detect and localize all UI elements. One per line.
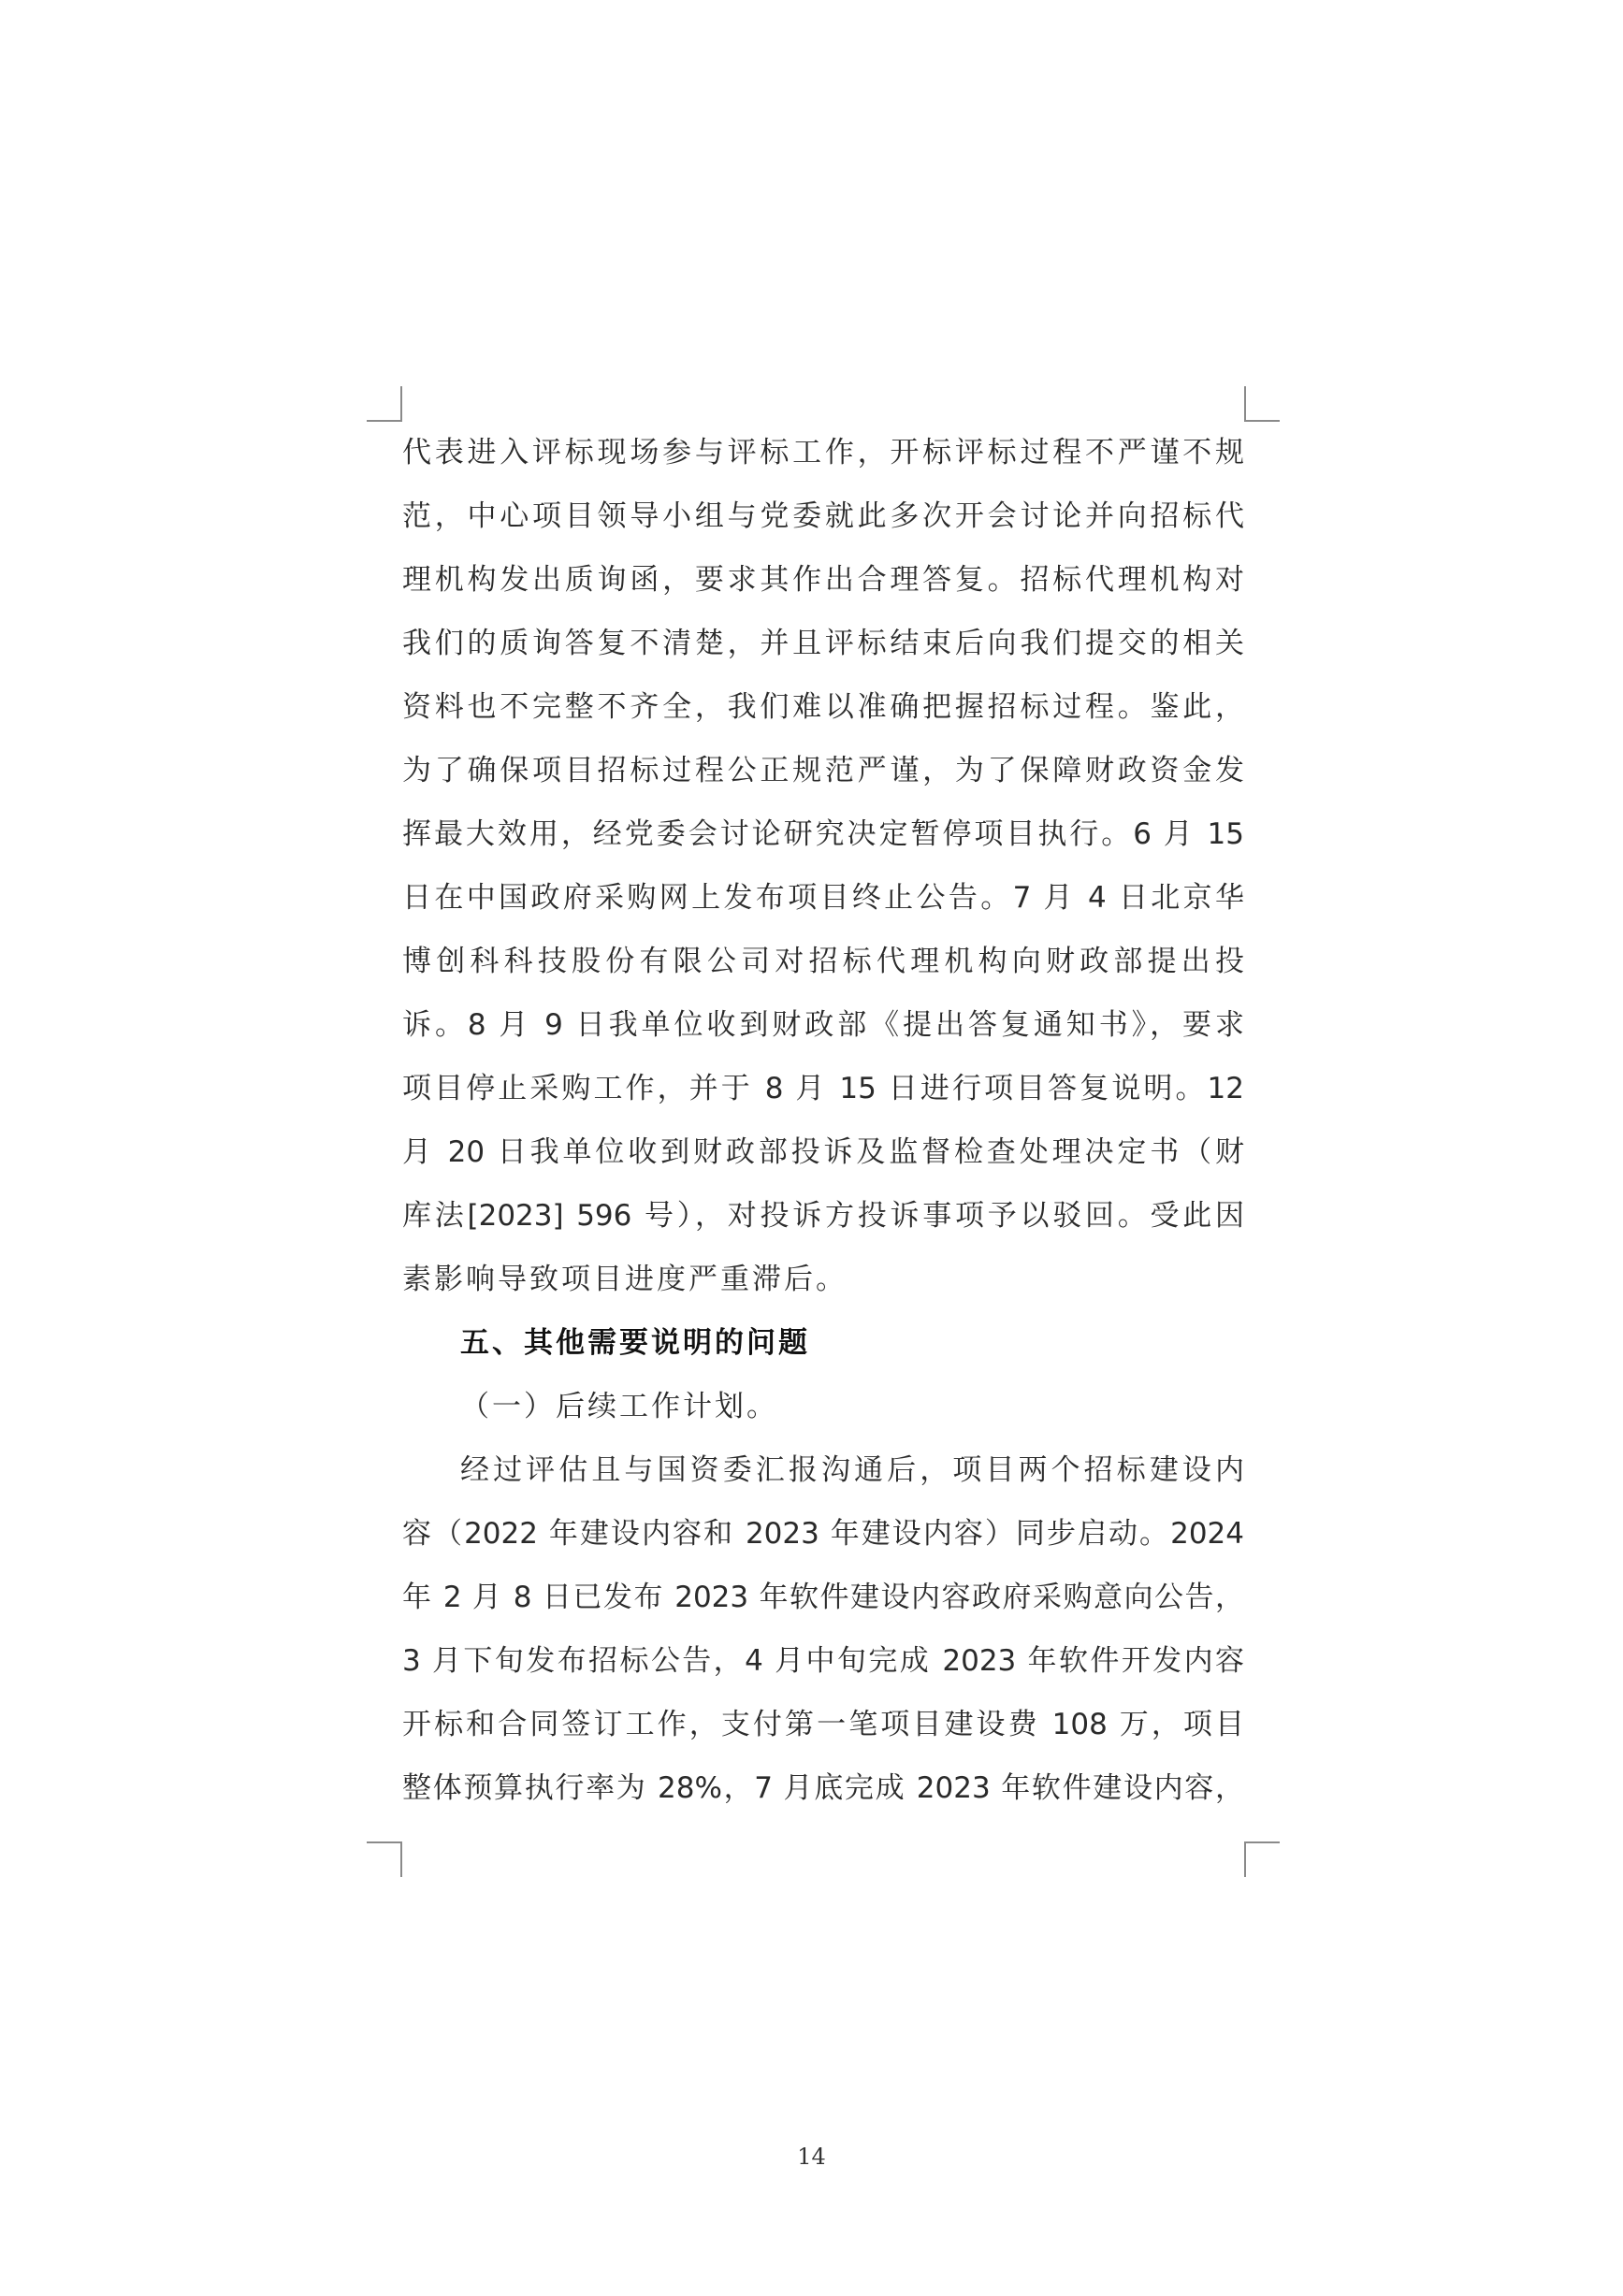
- body-line: 资料也不完整不齐全，我们难以准确把握招标过程。鉴此，: [402, 690, 1244, 724]
- crop-mark-top-right: [1244, 386, 1280, 422]
- body-line: 博创科科技股份有限公司对招标代理机构向财政部提出投: [402, 945, 1244, 978]
- body-line: 日在中国政府采购网上发布项目终止公告。7 月 4 日北京华: [402, 881, 1244, 915]
- body-line: 理机构发出质询函，要求其作出合理答复。招标代理机构对: [402, 563, 1244, 597]
- body-line: 范，中心项目领导小组与党委就此多次开会讨论并向招标代: [402, 499, 1244, 533]
- page-number: 14: [797, 2144, 826, 2170]
- paragraph-line: 容（2022 年建设内容和 2023 年建设内容）同步启动。2024: [402, 1517, 1244, 1551]
- body-line: 库法[2023] 596 号），对投诉方投诉事项予以驳回。受此因: [402, 1199, 1244, 1233]
- crop-mark-top-left: [367, 386, 402, 422]
- paragraph-line: 经过评估且与国资委汇报沟通后，项目两个招标建设内: [460, 1453, 1244, 1487]
- body-line: 项目停止采购工作，并于 8 月 15 日进行项目答复说明。12: [402, 1072, 1244, 1105]
- body-line: 代表进入评标现场参与评标工作，开标评标过程不严谨不规: [402, 436, 1244, 469]
- crop-mark-bottom-right: [1244, 1841, 1280, 1877]
- paragraph-line: 开标和合同签订工作，支付第一笔项目建设费 108 万，项目: [402, 1708, 1244, 1741]
- body-line: 月 20 日我单位收到财政部投诉及监督检查处理决定书（财: [402, 1135, 1244, 1169]
- body-line: 素影响导致项目进度严重滞后。: [402, 1263, 848, 1296]
- subsection-heading: （一）后续工作计划。: [460, 1390, 778, 1423]
- section-heading: 五、其他需要说明的问题: [460, 1326, 810, 1360]
- body-line: 为了确保项目招标过程公正规范严谨，为了保障财政资金发: [402, 754, 1244, 787]
- crop-mark-bottom-left: [367, 1841, 402, 1877]
- paragraph-line: 3 月下旬发布招标公告，4 月中旬完成 2023 年软件开发内容: [402, 1644, 1244, 1678]
- body-line: 我们的质询答复不清楚，并且评标结束后向我们提交的相关: [402, 627, 1244, 660]
- body-line: 挥最大效用，经党委会讨论研究决定暂停项目执行。6 月 15: [402, 817, 1244, 851]
- body-line: 诉。8 月 9 日我单位收到财政部《提出答复通知书》，要求: [402, 1008, 1244, 1042]
- paragraph-line: 整体预算执行率为 28%，7 月底完成 2023 年软件建设内容，: [402, 1771, 1244, 1805]
- paragraph-line: 年 2 月 8 日已发布 2023 年软件建设内容政府采购意向公告，: [402, 1581, 1244, 1614]
